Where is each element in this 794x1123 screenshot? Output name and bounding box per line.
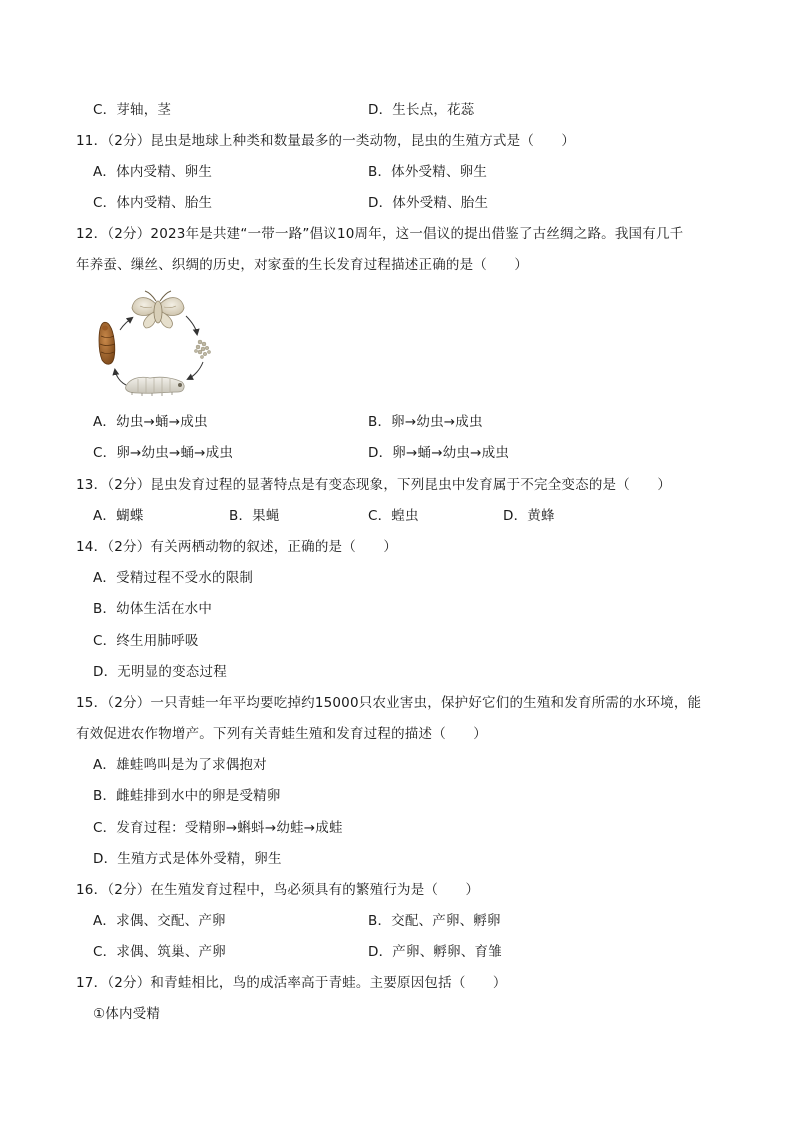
q14-option-d[interactable]: D．无明显的变态过程 xyxy=(93,664,227,680)
q13-option-d[interactable]: D．黄蜂 xyxy=(503,508,555,524)
q16-option-c[interactable]: C．求偶、筑巢、产卵 xyxy=(93,944,226,960)
arrow-pupa-to-adult-icon xyxy=(120,318,132,330)
q11-stem: 11．（2分）昆虫是地球上种类和数量最多的一类动物，昆虫的生殖方式是（ ） xyxy=(76,133,576,149)
silkworm-cycle-illustration xyxy=(90,286,218,404)
q14-stem: 14．（2分）有关两栖动物的叙述，正确的是（ ） xyxy=(76,539,398,555)
q16-stem: 16．（2分）在生殖发育过程中，鸟必须具有的繁殖行为是（ ） xyxy=(76,882,480,898)
q12-option-a[interactable]: A．幼虫→蛹→成虫 xyxy=(93,414,208,430)
q11-option-b[interactable]: B．体外受精、卵生 xyxy=(368,164,488,180)
arrow-eggs-to-larva-icon xyxy=(188,362,203,379)
q16-option-b[interactable]: B．交配、产卵、孵卵 xyxy=(368,913,501,929)
q14-option-c[interactable]: C．终生用肺呼吸 xyxy=(93,633,199,649)
q12-option-d[interactable]: D．卵→蛹→幼虫→成虫 xyxy=(368,445,510,461)
eggs-icon xyxy=(194,340,210,359)
silkworm-life-cycle-figure xyxy=(90,286,218,404)
q15-option-b[interactable]: B．雌蛙排到水中的卵是受精卵 xyxy=(93,788,281,804)
q11-option-d[interactable]: D．体外受精、胎生 xyxy=(368,195,489,211)
q16-option-a[interactable]: A．求偶、交配、产卵 xyxy=(93,913,226,929)
q17-item-1: ①体内受精 xyxy=(93,1006,161,1022)
q15-option-c[interactable]: C．发育过程：受精卵→蝌蚪→幼蛙→成蛙 xyxy=(93,820,343,836)
q15-option-d[interactable]: D．生殖方式是体外受精，卵生 xyxy=(93,851,282,867)
q13-option-c[interactable]: C．蝗虫 xyxy=(368,508,419,524)
q13-stem: 13．（2分）昆虫发育过程的显著特点是有变态现象，下列昆虫中发育属于不完全变态的是（ ） xyxy=(76,477,672,493)
q15-option-a[interactable]: A．雄蛙鸣叫是为了求偶抱对 xyxy=(93,757,267,773)
larva-icon xyxy=(126,377,184,396)
q14-option-a[interactable]: A．受精过程不受水的限制 xyxy=(93,570,254,586)
q10-option-d[interactable]: D．生长点，花蕊 xyxy=(368,102,475,118)
q12-stem-line2: 年养蚕、缫丝、织绸的历史，对家蚕的生长发育过程描述正确的是（ ） xyxy=(76,257,529,273)
q12-option-b[interactable]: B．卵→幼虫→成虫 xyxy=(368,414,483,430)
q12-stem-line1: 12．（2分）2023年是共建“一带一路”倡议10周年，这一倡议的提出借鉴了古丝绸之路。我国有几千 xyxy=(76,226,684,242)
q15-stem-line1: 15．（2分）一只青蛙一年平均要吃掉约15000只农业害虫，保护好它们的生殖和发育所需的水环境，能 xyxy=(76,695,702,711)
q12-option-c[interactable]: C．卵→幼虫→蛹→成虫 xyxy=(93,445,234,461)
q16-option-d[interactable]: D．产卵、孵卵、育雏 xyxy=(368,944,502,960)
arrow-adult-to-eggs-icon xyxy=(186,316,197,334)
q14-option-b[interactable]: B．幼体生活在水中 xyxy=(93,601,213,617)
q10-option-c[interactable]: C．芽轴，茎 xyxy=(93,102,172,118)
q15-stem-line2: 有效促进农作物增产。下列有关青蛙生殖和发育过程的描述（ ） xyxy=(76,726,487,742)
q13-option-b[interactable]: B．果蝇 xyxy=(229,508,280,524)
q17-stem: 17．（2分）和青蛙相比，鸟的成活率高于青蛙。主要原因包括（ ） xyxy=(76,975,507,991)
q13-option-a[interactable]: A．蝴蝶 xyxy=(93,508,144,524)
q11-option-a[interactable]: A．体内受精、卵生 xyxy=(93,164,213,180)
q11-option-c[interactable]: C．体内受精、胎生 xyxy=(93,195,213,211)
pupa-icon xyxy=(99,322,115,364)
moth-icon xyxy=(132,291,184,328)
arrow-larva-to-pupa-icon xyxy=(115,370,126,385)
